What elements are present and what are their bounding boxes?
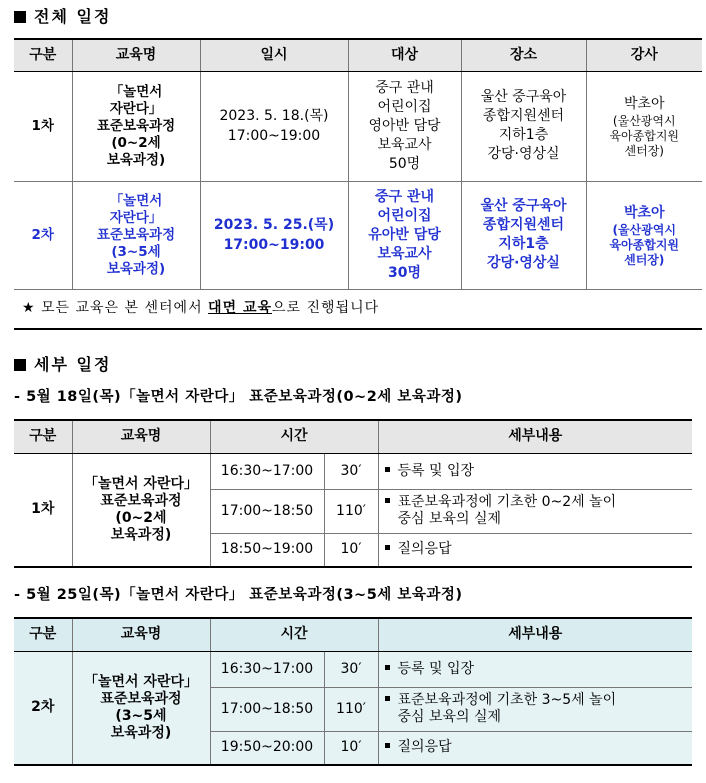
duration-cell: 30′ (324, 453, 378, 489)
content-text: 등록 및 입장 (397, 462, 475, 479)
header-content: 세부내용 (378, 420, 692, 453)
content-cell (378, 533, 692, 567)
header-time: 시간 (210, 618, 378, 651)
course-line: 보육과정) (106, 151, 166, 168)
target-line: 어린이집 (377, 98, 432, 115)
note-prefix: ★ 모든 교육은 본 센터에서 (22, 300, 209, 317)
round-cell: 1차 (14, 71, 72, 181)
lecturer-note: 육아종합지원 (609, 128, 680, 143)
content-cell (378, 453, 692, 489)
session-2-table (14, 617, 692, 766)
time-cell: 17:00~18:50 (210, 687, 324, 731)
datetime-cell (200, 71, 348, 181)
place-line: 종합지원센터 (482, 217, 565, 233)
header-time: 시간 (210, 420, 378, 453)
lecturer-cell (586, 181, 702, 289)
time-cell: 16:30~17:00 (210, 453, 324, 489)
target-line: 중구 관내 (375, 188, 434, 205)
round-cell: 1차 (14, 453, 72, 567)
session-1-subtitle: - 5월 18일(목)「놀면서 자란다」 표준보육과정(0~2세 보육과정) (14, 389, 463, 405)
header-course: 교육명 (72, 420, 210, 453)
course-line: (3~5세 (115, 707, 167, 724)
content-text: 등록 및 입장 (397, 660, 475, 677)
detail-section-title (14, 352, 111, 375)
square-bullet-icon (385, 696, 390, 701)
session-1-header-row (14, 420, 692, 453)
duration-cell: 10′ (324, 533, 378, 567)
square-bullet-icon (385, 665, 390, 670)
note-cell (14, 289, 702, 329)
course-cell (72, 181, 200, 289)
course-line: (0~2세 (111, 134, 161, 151)
lecturer-name: 박초아 (623, 204, 665, 221)
header-place: 장소 (461, 39, 586, 71)
course-line: 자란다」 (109, 100, 163, 117)
duration-cell: 10′ (324, 731, 378, 765)
round-cell: 2차 (14, 651, 72, 765)
course-line: 표준보육과정 (100, 492, 182, 509)
detail-title-text: 세부 일정 (34, 355, 112, 374)
time-text: 17:00~19:00 (223, 237, 325, 253)
time-cell: 19:50~20:00 (210, 731, 324, 765)
course-line: 표준보육과정 (96, 226, 176, 243)
content-text: 표준보육과정에 기초한 3~5세 놀이 (397, 692, 617, 708)
date-text: 2023. 5. 25.(목) (213, 217, 335, 233)
course-cell (72, 71, 200, 181)
target-line: 영아반 담당 (368, 117, 441, 134)
course-line: 「놀면서 자란다」 (83, 673, 199, 690)
time-text: 17:00~19:00 (227, 128, 321, 144)
lecturer-note: 센터장) (624, 143, 664, 158)
duration-cell: 110′ (324, 489, 378, 533)
content-text: 표준보육과정에 기초한 0~2세 놀이 (397, 494, 617, 510)
overall-header-row (14, 39, 702, 71)
overall-row-1 (14, 71, 702, 181)
target-line: 보육교사 (377, 136, 432, 153)
time-cell: 16:30~17:00 (210, 651, 324, 687)
overall-title-text: 전체 일정 (34, 7, 112, 26)
target-line: 보육교사 (377, 245, 432, 262)
square-bullet-icon (385, 743, 390, 748)
lecturer-note: 육아종합지원 (609, 237, 680, 252)
header-course: 교육명 (72, 39, 200, 71)
session-2-header-row (14, 618, 692, 651)
course-line: 「놀면서 자란다」 (83, 475, 199, 492)
lecturer-name: 박초아 (623, 95, 665, 112)
content-text: 중심 보육의 실제 (397, 709, 502, 725)
target-line: 50명 (388, 155, 421, 172)
header-lecturer: 강사 (586, 39, 702, 71)
lecturer-cell (586, 71, 702, 181)
round-cell: 2차 (14, 181, 72, 289)
target-line: 유아반 담당 (368, 226, 441, 243)
target-cell (348, 71, 461, 181)
header-content: 세부내용 (378, 618, 692, 651)
course-line: 자란다」 (109, 209, 163, 226)
content-cell (378, 489, 692, 533)
header-round: 구분 (14, 618, 72, 651)
place-line: 울산 중구육아 (480, 198, 567, 214)
session-2-subtitle: - 5월 25일(목)「놀면서 자란다」 표준보육과정(3~5세 보육과정) (14, 587, 463, 603)
overall-section-title (14, 4, 111, 27)
date-text: 2023. 5. 18.(목) (219, 108, 329, 124)
header-round: 구분 (14, 420, 72, 453)
time-cell: 17:00~18:50 (210, 489, 324, 533)
content-cell (378, 651, 692, 687)
content-text: 중심 보육의 실제 (397, 511, 502, 527)
course-line: 보육과정) (110, 724, 172, 741)
course-line: 표준보육과정 (100, 690, 182, 707)
lecturer-note: 센터장) (624, 252, 665, 267)
course-cell (72, 453, 210, 567)
lecturer-note: (울산광역시 (612, 222, 676, 237)
datetime-cell (200, 181, 348, 289)
content-text: 질의응답 (397, 739, 452, 756)
course-line: 보육과정) (106, 260, 166, 277)
course-line: 「놀면서 (109, 83, 163, 100)
place-cell (461, 71, 586, 181)
target-line: 중구 관내 (375, 79, 434, 96)
time-cell: 18:50~19:00 (210, 533, 324, 567)
session-1-table (14, 419, 692, 568)
session-1-row-1 (14, 453, 692, 489)
target-line: 30명 (387, 264, 421, 281)
course-line: (3~5세 (111, 243, 161, 260)
header-round: 구분 (14, 39, 72, 71)
header-course: 교육명 (72, 618, 210, 651)
course-line: (0~2세 (115, 509, 167, 526)
content-cell (378, 731, 692, 765)
square-bullet-icon (14, 359, 26, 371)
header-datetime: 일시 (200, 39, 348, 71)
place-line: 강당·영상실 (487, 146, 560, 162)
header-target: 대상 (348, 39, 461, 71)
square-bullet-icon (385, 467, 390, 472)
duration-cell: 30′ (324, 651, 378, 687)
note-suffix: 으로 진행됩니다 (272, 300, 380, 317)
place-line: 종합지원센터 (482, 108, 565, 124)
square-bullet-icon (385, 498, 390, 503)
place-cell (461, 181, 586, 289)
course-line: 표준보육과정 (96, 117, 176, 134)
place-line: 울산 중구육아 (480, 89, 567, 105)
course-cell (72, 651, 210, 765)
overall-note-row (14, 289, 702, 329)
square-bullet-icon (385, 545, 390, 550)
place-line: 지하1층 (498, 236, 549, 252)
place-line: 지하1층 (498, 127, 549, 143)
course-line: 보육과정) (110, 526, 172, 543)
square-bullet-icon (14, 11, 26, 23)
lecturer-note: (울산광역시 (612, 113, 676, 128)
content-cell (378, 687, 692, 731)
overall-row-2 (14, 181, 702, 289)
course-line: 「놀면서 (109, 192, 163, 209)
session-2-row-1 (14, 651, 692, 687)
content-text: 질의응답 (397, 541, 452, 558)
target-line: 어린이집 (377, 207, 432, 224)
overall-schedule-table (14, 38, 702, 330)
place-line: 강당·영상실 (487, 255, 560, 271)
duration-cell: 110′ (324, 687, 378, 731)
target-cell (348, 181, 461, 289)
note-emphasis: 대면 교육 (208, 300, 273, 317)
